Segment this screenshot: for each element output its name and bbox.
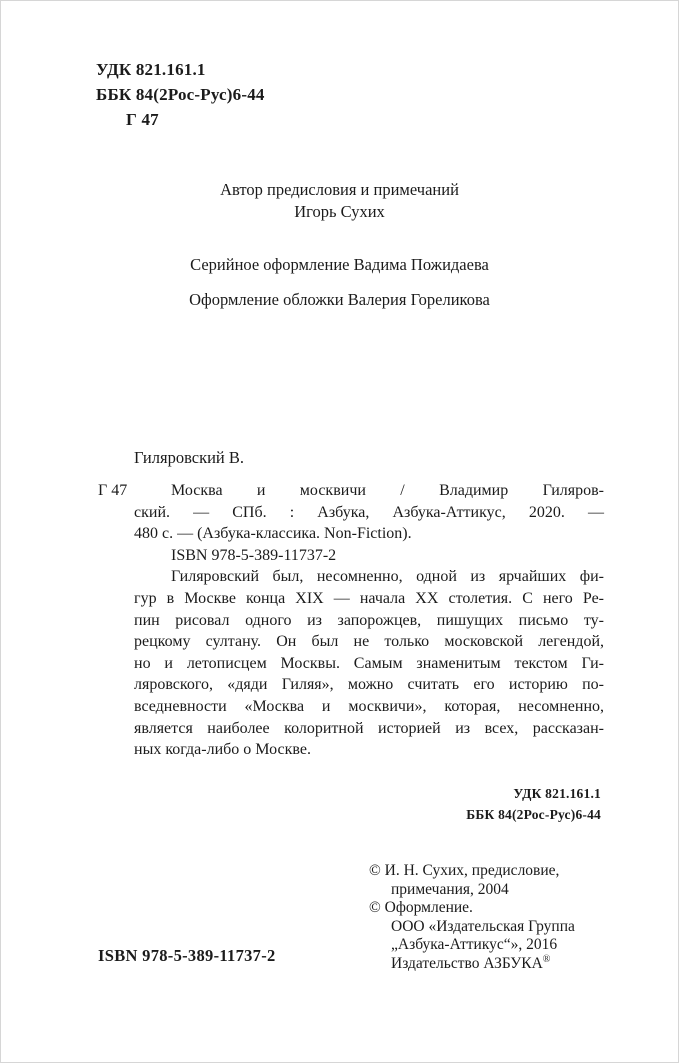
copyright-publisher-group-line: ООО «Издательская Группа <box>391 917 575 935</box>
catalog-isbn: ISBN 978-5-389-11737-2 <box>171 546 337 564</box>
bib-line <box>98 480 604 502</box>
annotation-line: является наиболее колоритной историей из всех, рассказан- <box>134 719 604 737</box>
series-design-credit: Серийное оформление Вадима Пожидаева <box>190 255 489 274</box>
copyright-preface-line: © И. Н. Сухих, предисловие, <box>369 862 560 879</box>
footer-isbn: ISBN 978-5-389-11737-2 <box>98 946 276 965</box>
preface-author-name: Игорь Сухих <box>294 202 385 221</box>
annotation-line: Гиляровский был, несомненно, одной из ярчайших фи- <box>171 568 604 586</box>
bib-line: ский. — СПб. : Азбука, Азбука-Аттикус, 2020. — <box>134 503 604 521</box>
bbk-number: ББК 84(2Рос-Рус)6-44 <box>96 85 265 104</box>
copyright-design-line: © Оформление. <box>369 899 473 916</box>
catalog-card <box>98 480 604 761</box>
copyright-publisher-group-line2: „Азбука-Аттикус“», 2016 <box>391 936 558 953</box>
annotation-line: гур в Москве конца XIX — начала XX столетия. С него Ре- <box>134 589 604 607</box>
annotation-line: но и летописцем Москвы. Самым знаменитым текстом Ги- <box>134 654 604 672</box>
author-sign-code: Г 47 <box>126 110 159 129</box>
author-sign-code-margin: Г 47 <box>98 482 128 499</box>
copyright-block <box>369 862 575 973</box>
annotation-line: рецкому султану. Он был не только московской легендой, <box>134 633 604 651</box>
preface-author-label: Автор предисловия и примечаний <box>220 180 459 199</box>
bib-line: 480 с. — (Азбука-классика. Non-Fiction). <box>134 525 412 543</box>
cover-design-credit: Оформление обложки Валерия Гореликова <box>189 290 490 309</box>
udk-number-right: УДК 821.161.1 <box>513 786 601 801</box>
right-classification-block <box>466 784 601 825</box>
bib-line-text: Москва и москвичи / Владимир Гиляров- <box>171 482 604 499</box>
copyright-preface-line2: примечания, 2004 <box>391 880 509 898</box>
catalog-author: Гиляровский В. <box>134 448 245 467</box>
annotation-line: ных когда-либо о Москве. <box>134 741 311 759</box>
bbk-number-right: ББК 84(2Рос-Рус)6-44 <box>466 806 601 822</box>
copyright-publisher-line <box>369 955 575 974</box>
top-classification-block <box>96 57 265 132</box>
annotation-line: пин рисовал одного из запорожцев, пишущих письмо ту- <box>134 611 604 629</box>
udk-number: УДК 821.161.1 <box>96 60 206 79</box>
publisher-name: Издательство АЗБУКА <box>391 954 543 972</box>
registered-trademark-symbol: ® <box>542 953 551 965</box>
annotation-line: вседневности «Москва и москвичи», которая, несомненно, <box>134 697 604 715</box>
annotation-line: ляровского, «дяди Гиляя», можно считать его историю по- <box>134 676 604 694</box>
